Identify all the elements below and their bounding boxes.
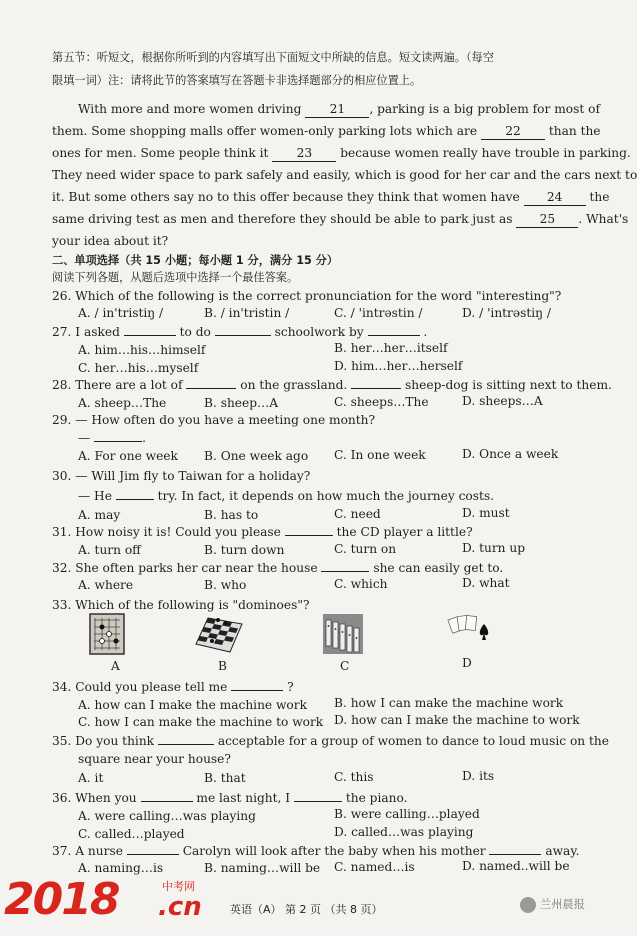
passage-line6: same driving test as men and therefore they should be able to park just as 25 . What's xyxy=(52,212,629,226)
q36-stem: 36. When you me last night, I the piano. xyxy=(52,791,408,805)
site-logo-2018: 2018 xyxy=(4,874,119,925)
passage-line1: With more and more women driving 21 , parking is a big problem for most of xyxy=(78,102,600,116)
q37-option-b[interactable]: B. naming…will be xyxy=(204,861,321,875)
q30-option-d[interactable]: D. must xyxy=(462,506,510,520)
wechat-icon xyxy=(520,897,536,913)
q28-stem: 28. There are a lot of on the grassland. sheep-dog is sitting next to them. xyxy=(52,378,612,392)
q36-option-d[interactable]: D. called…was playing xyxy=(334,825,474,839)
q29-option-b[interactable]: B. One week ago xyxy=(204,449,309,463)
q31-stem: 31. How noisy it is! Could you please the CD player a little? xyxy=(52,525,473,539)
q33-option-b[interactable]: B xyxy=(218,659,227,673)
q26-option-d[interactable]: D. / 'intrəstiŋ / xyxy=(462,306,551,320)
q27-option-c[interactable]: C. her…his…myself xyxy=(78,361,199,375)
site-logo-domain: .cn xyxy=(158,892,202,922)
q34-option-b[interactable]: B. how I can make the machine work xyxy=(334,696,564,710)
blank-24[interactable]: 24 xyxy=(524,189,586,206)
q31-option-a[interactable]: A. turn off xyxy=(78,543,141,557)
passage-line3: ones for men. Some people think it 23 because women really have trouble in parking. xyxy=(52,146,631,160)
q29-option-d[interactable]: D. Once a week xyxy=(462,447,559,461)
q37-option-a[interactable]: A. naming…is xyxy=(78,861,164,875)
q32-option-a[interactable]: A. where xyxy=(78,578,134,592)
q28-option-b[interactable]: B. sheep…A xyxy=(204,396,279,410)
q29-option-a[interactable]: A. For one week xyxy=(78,449,178,463)
blank-23[interactable]: 23 xyxy=(272,145,336,162)
go-board-image[interactable] xyxy=(90,614,124,654)
passage-line4: They need wider space to park safely and easily, which is good for her car and the cars next to xyxy=(52,168,637,182)
dominoes-image[interactable] xyxy=(323,614,363,654)
q35-option-b[interactable]: B. that xyxy=(204,771,246,785)
q28-option-c[interactable]: C. sheeps…The xyxy=(334,395,429,409)
q33-option-c[interactable]: C xyxy=(340,659,350,673)
q34-option-a[interactable]: A. how can I make the machine work xyxy=(78,698,307,712)
q26-option-a[interactable]: A. / in'tristiŋ / xyxy=(78,306,164,320)
q33-option-a[interactable]: A xyxy=(111,659,120,673)
q37-option-c[interactable]: C. named…is xyxy=(334,860,415,874)
q32-option-b[interactable]: B. who xyxy=(204,578,247,592)
passage-line7: your idea about it? xyxy=(52,234,169,248)
section5-instruction-line2: 限填一词）注：请将此节的答案填写在答题卡非选择题部分的相应位置上。 xyxy=(52,74,422,87)
playing-cards-image[interactable] xyxy=(446,614,492,646)
q37-option-d[interactable]: D. named..will be xyxy=(462,859,570,873)
passage-line2: them. Some shopping malls offer women-only parking lots which are 22 than the xyxy=(52,124,601,138)
q32-option-d[interactable]: D. what xyxy=(462,576,510,590)
q27-option-a[interactable]: A. him…his…himself xyxy=(78,343,206,357)
q27-option-d[interactable]: D. him…her…herself xyxy=(334,359,463,373)
q31-option-d[interactable]: D. turn up xyxy=(462,541,526,555)
q37-stem: 37. A nurse Carolyn will look after the baby when his mother away. xyxy=(52,844,580,858)
blank-22[interactable]: 22 xyxy=(481,123,545,140)
q30-option-b[interactable]: B. has to xyxy=(204,508,259,522)
q26-stem: 26. Which of the following is the correct pronunciation for the word "interesting"? xyxy=(52,289,562,303)
section5-instruction-line1: 第五节：听短文，根据你所听到的内容填写出下面短文中所缺的信息。短文读两遍。（每空 xyxy=(52,51,494,64)
q32-stem: 32. She often parks her car near the house she can easily get to. xyxy=(52,561,504,575)
q30-answer-line: — He try. In fact, it depends on how much the journey costs. xyxy=(78,489,495,503)
q32-option-c[interactable]: C. which xyxy=(334,577,388,591)
page-number: 英语（A） 第 2 页 （共 8 页） xyxy=(230,903,383,916)
q35-stem: 35. Do you think acceptable for a group of women to dance to loud music on the xyxy=(52,734,609,748)
blank-21[interactable]: 21 xyxy=(305,101,369,118)
q26-option-b[interactable]: B. / in'tristin / xyxy=(204,306,290,320)
q27-stem: 27. I asked to do schoolwork by . xyxy=(52,325,428,339)
q29-stem: 29. — How often do you have a meeting one month? xyxy=(52,413,376,427)
wechat-account: 兰州晨报 xyxy=(540,898,585,911)
q26-option-c[interactable]: C. / 'intrəstin / xyxy=(334,306,423,320)
q35-stem-cont: square near your house? xyxy=(78,752,231,766)
q29-option-c[interactable]: C. In one week xyxy=(334,448,426,462)
q28-option-d[interactable]: D. sheeps…A xyxy=(462,394,543,408)
q31-option-c[interactable]: C. turn on xyxy=(334,542,397,556)
q33-stem: 33. Which of the following is "dominoes"? xyxy=(52,598,310,612)
q27-option-b[interactable]: B. her…her…itself xyxy=(334,341,448,355)
q29-answer-line: — . xyxy=(78,431,146,445)
q34-option-c[interactable]: C. how I can make the machine to work xyxy=(78,715,324,729)
q31-option-b[interactable]: B. turn down xyxy=(204,543,285,557)
q36-option-b[interactable]: B. were calling…played xyxy=(334,807,480,821)
q33-option-d[interactable]: D xyxy=(462,656,472,670)
site-logo-label: 中考网 xyxy=(162,880,195,893)
q34-option-d[interactable]: D. how can I make the machine to work xyxy=(334,713,580,727)
q34-stem: 34. Could you please tell me ? xyxy=(52,680,294,694)
q36-option-c[interactable]: C. called…played xyxy=(78,827,185,841)
part2-title: 二、单项选择（共 15 小题；每小题 1 分，满分 15 分） xyxy=(52,254,339,267)
part2-instruction: 阅读下列各题，从题后选项中选择一个最佳答案。 xyxy=(52,271,299,284)
q30-option-c[interactable]: C. need xyxy=(334,507,381,521)
q36-option-a[interactable]: A. were calling…was playing xyxy=(78,809,256,823)
q30-stem: 30. — Will Jim fly to Taiwan for a holiday? xyxy=(52,469,311,483)
q28-option-a[interactable]: A. sheep…The xyxy=(78,396,167,410)
passage-line5: it. But some others say no to this offer because they think that women have 24 the xyxy=(52,190,610,204)
blank-25[interactable]: 25 xyxy=(516,211,578,228)
q35-option-a[interactable]: A. it xyxy=(78,771,104,785)
q35-option-d[interactable]: D. its xyxy=(462,769,495,783)
chess-board-image[interactable] xyxy=(194,614,244,654)
q35-option-c[interactable]: C. this xyxy=(334,770,374,784)
q30-option-a[interactable]: A. may xyxy=(78,508,121,522)
